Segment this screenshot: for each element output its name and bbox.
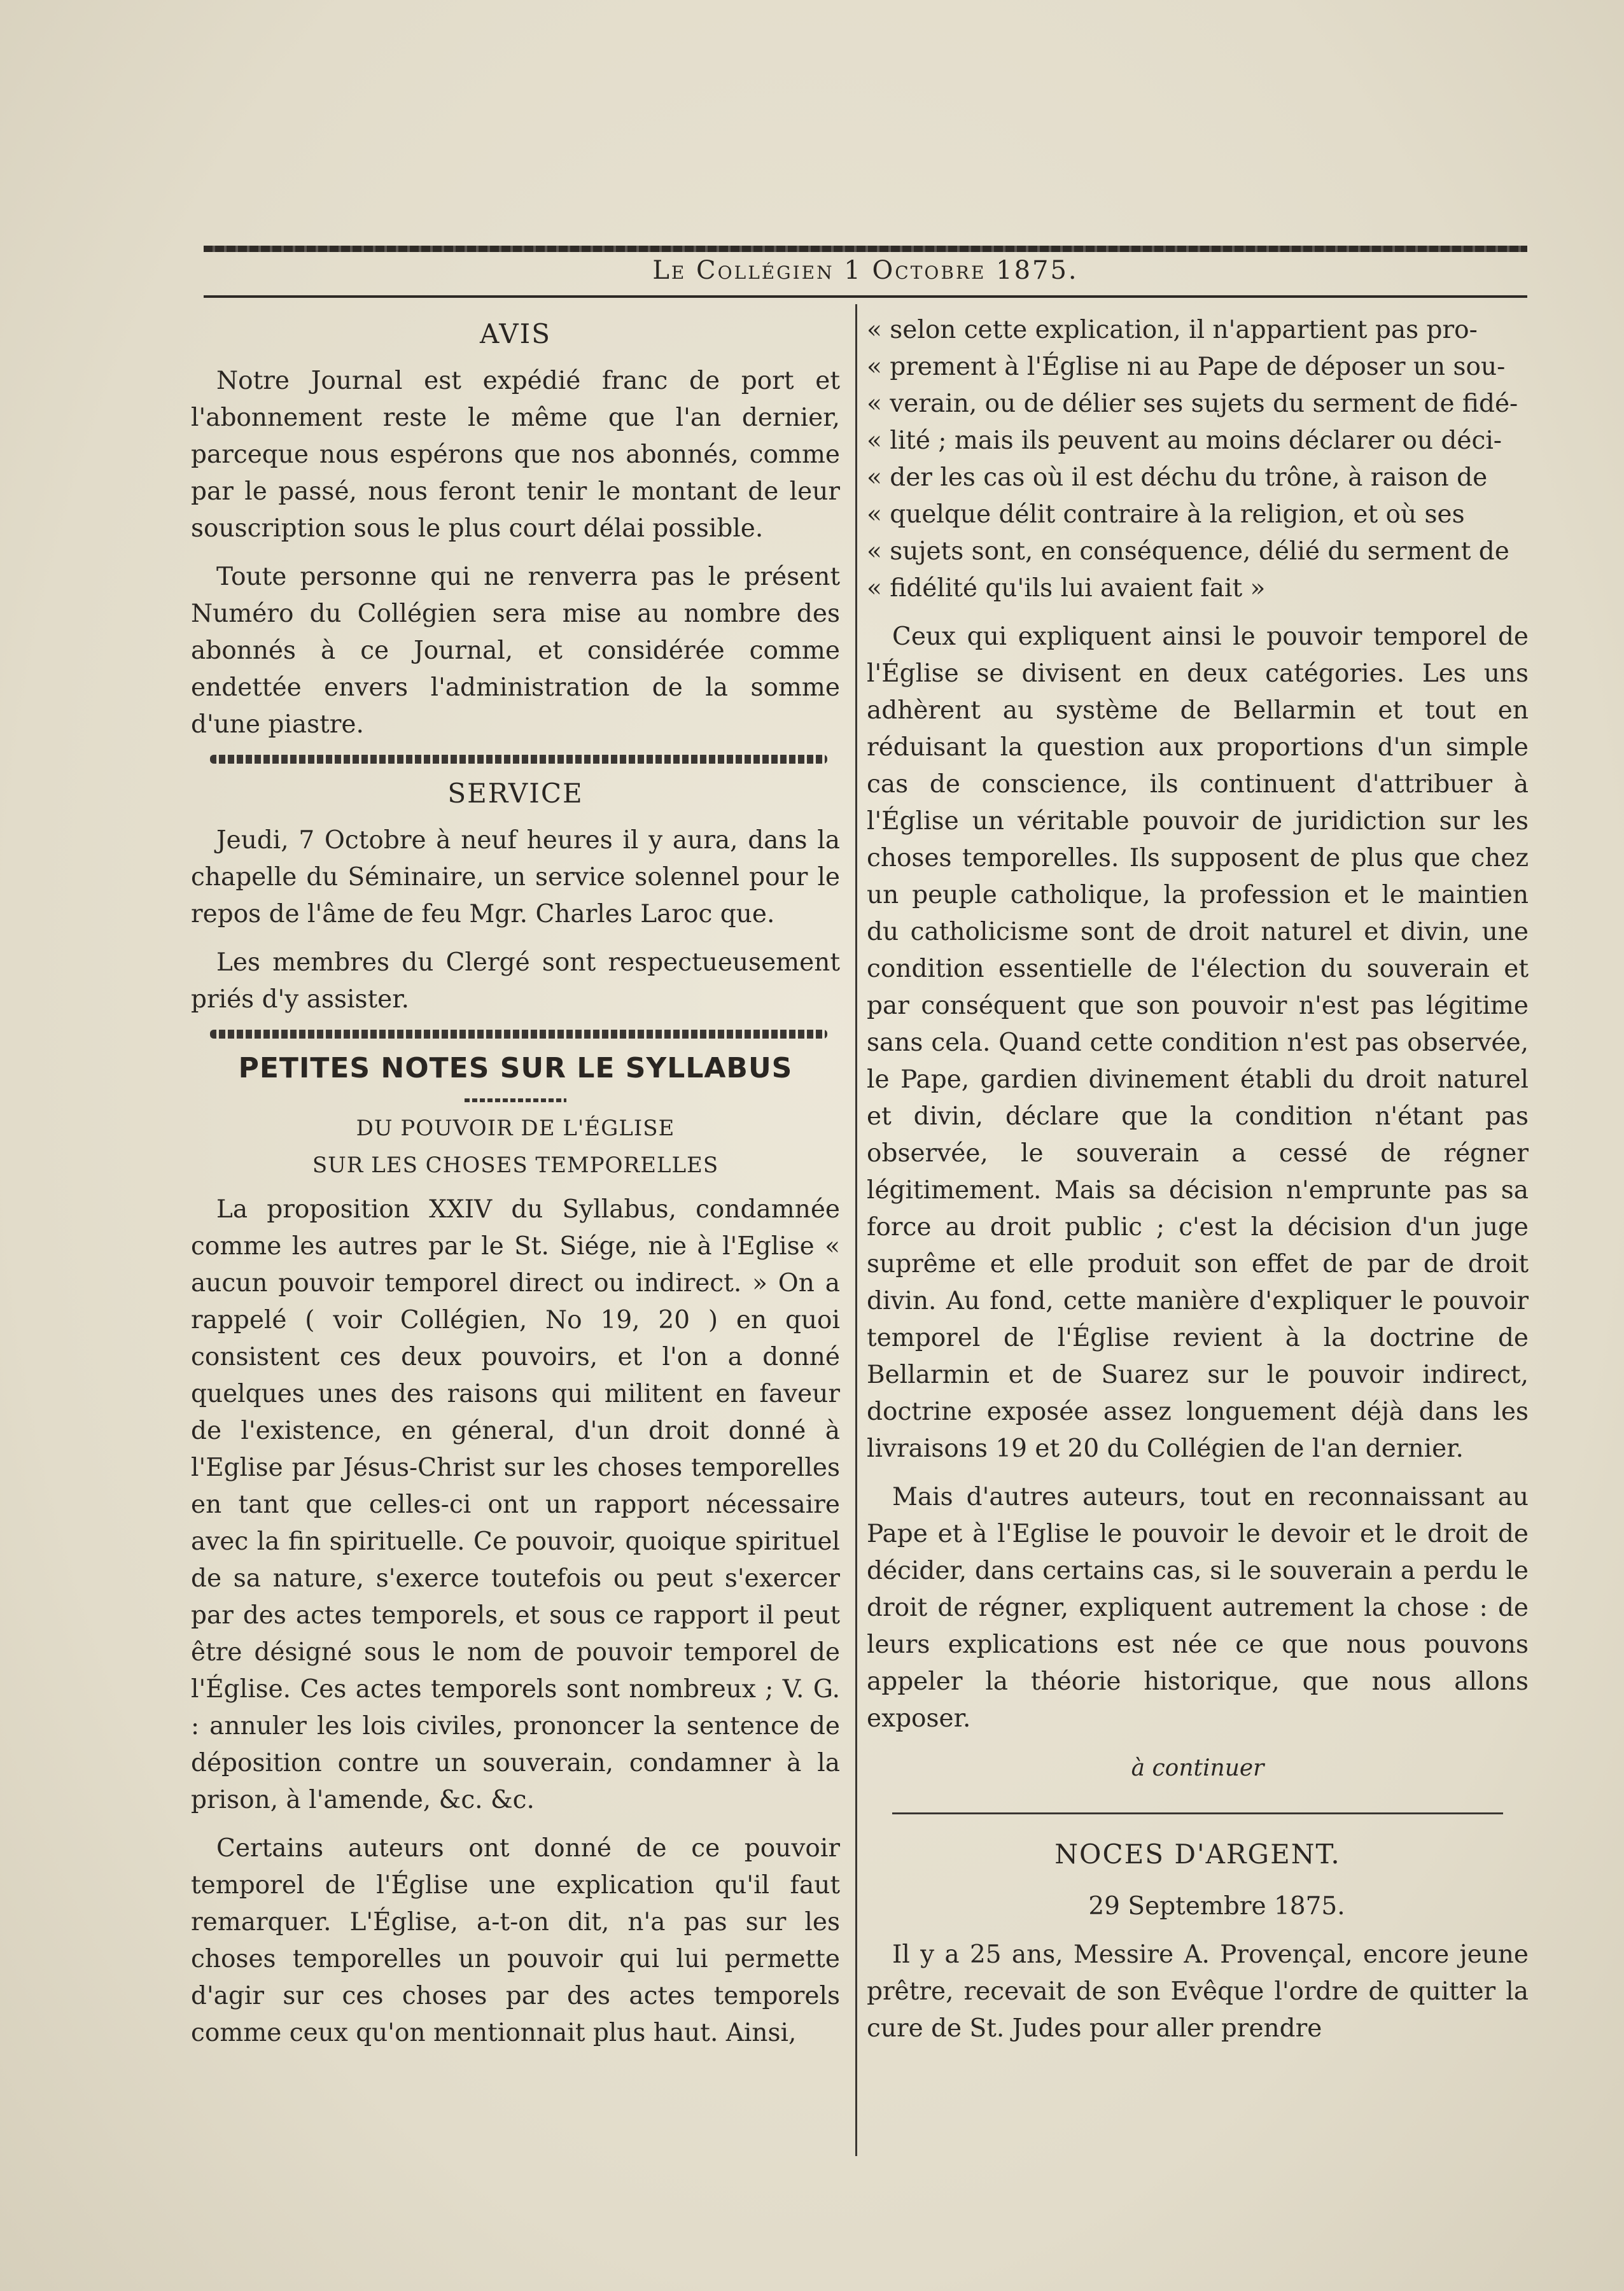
right-paragraph-2: Mais d'autres auteurs, tout en reconnaissant au Pape et à l'Eglise le pouvoir le devoir et le droit de décider, dans certains cas, si le souverain a perdu le droit de régner, expliquent autrement la chose : de leurs explications est née ce que nous pouvons appeler la théorie historique, que nous allons exposer. [867,1483,1529,1733]
syllabus-paragraph-2: Certains auteurs ont donné de ce pouvoir temporel de l'Église une explication qu'il faut remarquer. L'Église, a-t-on dit, n'a pas sur les choses temporelles un pouvoir qui lui permette d'agir sur ces choses par des actes temporels comme ceux qu'on mentionnait plus haut. Ainsi, [191,1834,840,2047]
small-ornament [465,1098,566,1102]
bellarmin-quote [867,312,1529,607]
quote-line: « prement à l'Église ni au Pape de déposer un sou- [867,353,1506,381]
syllabus-paragraph-1: La proposition XXIV du Syllabus, condamnée comme les autres par le St. Siége, nie à l'Eglise « aucun pouvoir temporel direct ou indirect. » On a rappelé ( voir Collégien, No 19, 20 ) en quoi consistent ces deux pouvoirs, et l'on a donné quelques unes des raisons qui militent en faveur de l'existence, en géneral, d'un droit donné à l'Eglise par Jésus-Christ sur les choses temporelles en tant que celles-ci ont un rapport nécessaire avec la fin spirituelle. Ce pouvoir, quoique spirituel de sa nature, s'exerce toutefois ou peut s'exercer par des actes temporels, et sous ce rapport il peut être désigné sous le nom de pouvoir temporel de l'Église. Ces actes temporels sont nombreux ; V. G. : annuler les lois civiles, prononcer la sentence de déposition contre un souverain, condamner à la prison, à l'amende, &c. &c. [191,1195,840,1814]
service-heading: SERVICE [447,778,584,809]
syllabus-subheading-1: DU POUVOIR DE L'ÉGLISE [356,1116,675,1141]
section-ornament [210,1030,827,1039]
avis-paragraph-1: Notre Journal est expédié franc de port et l'abonnement reste le même que l'an dernier, parceque nous espérons que nos abonnés, comme par le passé, nous feront tenir le montant de leur souscription sous le plus court délai possible. [191,367,840,543]
right-paragraph-1: Ceux qui expliquent ainsi le pouvoir temporel de l'Église se divisent en deux catégories. Les uns adhèrent au système de Bellarmin et tout en réduisant la question aux proportions d'un simple cas de conscience, ils continuent d'attribuer à l'Église un véritable pouvoir de juridiction sur les choses temporelles. Ils supposent de plus que chez un peuple catholique, la profession et le maintien du catholicisme sont de droit naturel et divin, une condition essentielle de l'élection du souverain et par conséquent que son pouvoir n'est pas légitime sans cela. Quand cette condition n'est pas observée, le Pape, gardien divinement établi du droit naturel et divin, déclare que la condition n'étant pas observée, le souverain a cessé de régner légitimement. Mais sa décision n'emprunte pas sa force au droit public ; c'est la décision d'un juge suprême et elle produit son effet de par de droit divin. Au fond, cette manière d'expliquer le pouvoir temporel de l'Église revient à la doctrine de Bellarmin et de Suarez sur le pouvoir indirect, doctrine exposée assez longuement déjà dans les livraisons 19 et 20 du Collégien de l'an dernier. [867,622,1529,1463]
syllabus-heading: PETITES NOTES SUR LE SYLLABUS [238,1052,793,1084]
quote-line: « der les cas où il est déchu du trône, à raison de [867,463,1488,492]
continuer-note: à continuer [1131,1755,1264,1781]
masthead-rule [204,295,1527,298]
service-paragraph-2: Les membres du Clergé sont respectueusement priés d'y assister. [191,948,840,1014]
quote-line: « quelque délit contraire à la religion, et où ses [867,500,1465,529]
section-rule [892,1812,1503,1814]
noces-paragraph-1: Il y a 25 ans, Messire A. Provençal, encore jeune prêtre, recevait de son Evêque l'ordre de quitter la cure de St. Judes pour aller prendre [867,1940,1529,2043]
noces-heading: NOCES D'ARGENT. [1054,1839,1341,1870]
avis-heading: AVIS [480,318,551,349]
avis-paragraph-2: Toute personne qui ne renverra pas le présent Numéro du Collégien sera mise au nombre des abonnés à ce Journal, et considérée comme endettée envers l'administration de la somme d'une piastre. [191,563,840,739]
section-ornament [210,755,827,764]
right-column [867,312,1529,2059]
syllabus-subheading-2: SUR LES CHOSES TEMPORELLES [312,1153,719,1178]
service-paragraph-1: Jeudi, 7 Octobre à neuf heures il y aura, dans la chapelle du Séminaire, un service solennel pour le repos de l'âme de feu Mgr. Charles Laroc que. [191,826,840,928]
masthead: Le Collégien 1 Octobre 1875. [652,256,1079,285]
quote-line: « sujets sont, en conséquence, délié du serment de [867,537,1509,566]
column-divider [855,304,857,2156]
quote-line: « verain, ou de délier ses sujets du serment de fidé- [867,389,1518,418]
quote-line: « lité ; mais ils peuvent au moins déclarer ou déci- [867,426,1502,455]
masthead-ornament-rule [204,246,1527,252]
left-column [191,312,840,2063]
quote-line: « fidélité qu'ils lui avaient fait » [867,574,1266,603]
noces-date: 29 Septembre 1875. [1088,1892,1345,1921]
quote-line: « selon cette explication, il n'appartient pas pro- [867,316,1478,344]
